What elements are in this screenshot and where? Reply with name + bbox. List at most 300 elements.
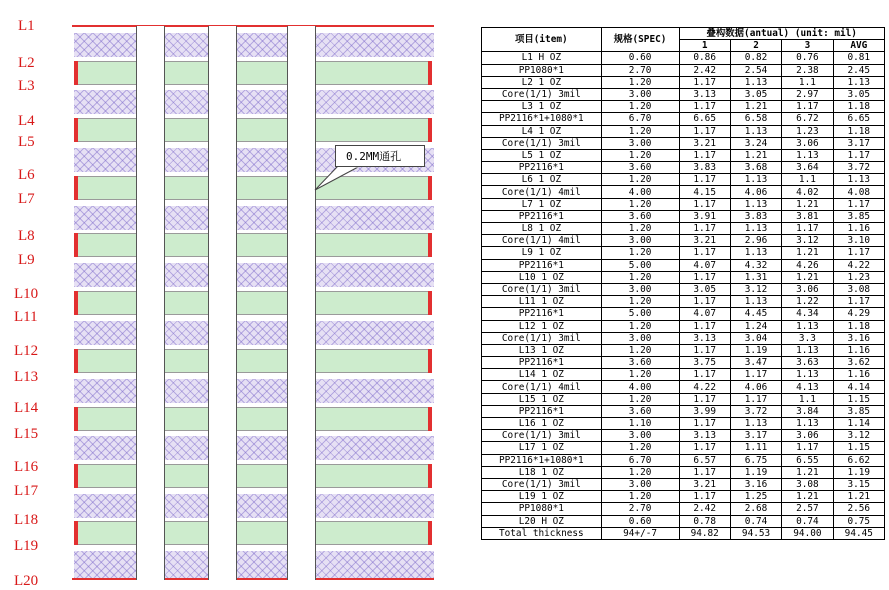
core-layer [78,118,428,142]
row-value: 1.13 [782,369,833,381]
row-value: 3.17 [730,430,781,442]
row-spec: 2.70 [601,503,679,515]
row-value: 1.18 [833,101,884,113]
row-value: 3.05 [730,88,781,100]
table-row [482,125,885,137]
row-item: L1 H OZ [482,52,602,64]
row-value: 1.21 [782,491,833,503]
via-1 [136,26,165,580]
row-value: 1.21 [730,101,781,113]
row-item: L9 1 OZ [482,247,602,259]
row-item: L14 1 OZ [482,369,602,381]
row-value: 1.16 [833,223,884,235]
row-value: 3.21 [679,137,730,149]
row-spec: 4.00 [601,381,679,393]
row-value: 1.21 [782,198,833,210]
row-value: 6.65 [833,113,884,125]
row-value: 3.24 [730,137,781,149]
table-row [482,527,885,539]
prepreg-layer [74,33,434,57]
row-spec: 3.00 [601,332,679,344]
row-value: 1.13 [782,149,833,161]
row-value: 3.08 [782,478,833,490]
table-row [482,357,885,369]
row-value: 4.22 [833,259,884,271]
row-item: L13 1 OZ [482,344,602,356]
row-value: 3.83 [730,210,781,222]
row-value: 4.15 [679,186,730,198]
table-row [482,137,885,149]
row-spec: 1.20 [601,149,679,161]
row-value: 0.74 [782,515,833,527]
row-value: 1.17 [679,466,730,478]
row-item: Core(1/1) 3mil [482,88,602,100]
row-value: 1.17 [833,296,884,308]
layer-label: L18 [14,512,39,528]
core-layer [78,233,428,257]
row-value: 3.12 [730,283,781,295]
row-value: 3.06 [782,283,833,295]
row-spec: 1.20 [601,198,679,210]
row-value: 1.19 [833,466,884,478]
row-item: PP2116*1 [482,210,602,222]
row-value: 1.17 [730,369,781,381]
table-row [482,223,885,235]
row-spec: 2.70 [601,64,679,76]
row-spec: 1.10 [601,418,679,430]
table-row [482,296,885,308]
row-value: 4.02 [782,186,833,198]
row-value: 1.13 [730,247,781,259]
row-value: 2.45 [833,64,884,76]
row-item: L19 1 OZ [482,491,602,503]
row-value: 6.55 [782,454,833,466]
row-value: 3.12 [782,235,833,247]
row-value: 1.17 [679,198,730,210]
row-value: 6.57 [679,454,730,466]
row-value: 3.3 [782,332,833,344]
col-2-header: 2 [730,40,781,52]
row-value: 4.34 [782,308,833,320]
row-item: Core(1/1) 3mil [482,137,602,149]
row-value: 6.58 [730,113,781,125]
table-row [482,235,885,247]
row-value: 1.17 [833,247,884,259]
row-item: L8 1 OZ [482,223,602,235]
row-value: 0.82 [730,52,781,64]
row-item: Core(1/1) 4mil [482,186,602,198]
row-spec: 3.60 [601,162,679,174]
row-item: L2 1 OZ [482,76,602,88]
row-value: 1.17 [679,320,730,332]
row-item: PP1080*1 [482,64,602,76]
row-value: 1.17 [679,101,730,113]
table-row [482,198,885,210]
row-item: L15 1 OZ [482,393,602,405]
table-row [482,52,885,64]
row-value: 4.22 [679,381,730,393]
row-spec: 6.70 [601,454,679,466]
col-1-header: 1 [679,40,730,52]
row-spec: 3.00 [601,283,679,295]
layer-label: L11 [14,309,38,325]
row-value: 6.75 [730,454,781,466]
row-value: 3.21 [679,235,730,247]
row-value: 2.42 [679,503,730,515]
prepreg-layer [74,321,434,345]
row-value: 3.91 [679,210,730,222]
layer-label: L16 [14,459,39,475]
row-item: PP1080*1 [482,503,602,515]
row-value: 2.97 [782,88,833,100]
row-value: 4.32 [730,259,781,271]
row-value: 4.29 [833,308,884,320]
row-value: 3.99 [679,405,730,417]
row-item: PP2116*1 [482,308,602,320]
table-row [482,259,885,271]
row-value: 1.14 [833,418,884,430]
table-row [482,162,885,174]
row-value: 4.26 [782,259,833,271]
row-value: 1.13 [782,344,833,356]
layer-label: L7 [18,191,35,207]
layer-label: L3 [18,78,35,94]
row-value: 3.13 [679,332,730,344]
row-value: 1.17 [730,393,781,405]
row-item: PP2116*1+1080*1 [482,113,602,125]
row-spec: 1.20 [601,247,679,259]
row-value: 1.17 [679,223,730,235]
table-row [482,210,885,222]
row-value: 2.54 [730,64,781,76]
row-spec: 1.20 [601,271,679,283]
table-row [482,149,885,161]
row-value: 1.13 [782,418,833,430]
row-value: 1.17 [782,223,833,235]
prepreg-layer [74,551,434,578]
row-value: 1.17 [679,174,730,186]
table-row [482,478,885,490]
row-item: Core(1/1) 4mil [482,235,602,247]
table-row [482,101,885,113]
layer-label: L5 [18,134,35,150]
row-spec: 3.00 [601,88,679,100]
row-value: 3.05 [679,283,730,295]
row-spec: 1.20 [601,223,679,235]
table-row [482,515,885,527]
row-value: 3.63 [782,357,833,369]
row-spec: 3.60 [601,210,679,222]
row-value: 3.05 [833,88,884,100]
row-value: 1.21 [833,491,884,503]
row-value: 1.13 [833,174,884,186]
row-value: 3.68 [730,162,781,174]
row-value: 1.17 [679,296,730,308]
row-value: 3.85 [833,405,884,417]
row-value: 94.53 [730,527,781,539]
row-item: L20 H OZ [482,515,602,527]
core-layer [78,61,428,85]
row-value: 1.13 [833,76,884,88]
row-spec: 6.70 [601,113,679,125]
row-value: 0.74 [730,515,781,527]
prepreg-layer [74,379,434,403]
row-value: 4.14 [833,381,884,393]
layer-label: L13 [14,369,39,385]
copper-foil-top [72,25,434,27]
row-value: 1.16 [833,369,884,381]
row-spec: 3.60 [601,405,679,417]
row-item: L16 1 OZ [482,418,602,430]
row-value: 3.16 [833,332,884,344]
row-spec: 1.20 [601,320,679,332]
row-item: L3 1 OZ [482,101,602,113]
table-row [482,491,885,503]
row-value: 1.13 [782,320,833,332]
row-value: 6.62 [833,454,884,466]
table-row [482,369,885,381]
row-spec: 3.00 [601,478,679,490]
table-row [482,186,885,198]
row-item: PP2116*1 [482,259,602,271]
prepreg-layer [74,436,434,460]
row-item: L17 1 OZ [482,442,602,454]
row-value: 3.04 [730,332,781,344]
row-spec: 0.60 [601,52,679,64]
row-value: 1.31 [730,271,781,283]
row-value: 1.13 [730,174,781,186]
row-value: 1.17 [833,198,884,210]
row-value: 2.56 [833,503,884,515]
layer-label: L20 [14,573,39,589]
row-value: 3.06 [782,430,833,442]
prepreg-layer [74,90,434,114]
row-value: 1.16 [833,344,884,356]
row-value: 1.17 [679,271,730,283]
row-spec: 1.20 [601,174,679,186]
row-value: 1.17 [833,149,884,161]
row-item: PP2116*1 [482,357,602,369]
row-value: 3.75 [679,357,730,369]
row-value: 1.21 [782,271,833,283]
row-value: 3.10 [833,235,884,247]
callout-pointer [310,165,370,195]
table-row [482,430,885,442]
layer-label: L17 [14,483,39,499]
row-value: 1.1 [782,174,833,186]
layer-label: L6 [18,167,35,183]
row-spec: 1.20 [601,491,679,503]
row-item: L5 1 OZ [482,149,602,161]
table-row [482,442,885,454]
row-spec: 1.20 [601,101,679,113]
row-item: L6 1 OZ [482,174,602,186]
row-spec: 1.20 [601,442,679,454]
row-value: 1.1 [782,76,833,88]
row-value: 0.86 [679,52,730,64]
row-value: 3.81 [782,210,833,222]
row-item: L11 1 OZ [482,296,602,308]
table-row [482,320,885,332]
row-value: 0.75 [833,515,884,527]
row-value: 4.06 [730,381,781,393]
row-value: 3.08 [833,283,884,295]
layer-label: L19 [14,538,39,554]
row-value: 3.72 [730,405,781,417]
table-row [482,174,885,186]
row-value: 1.17 [782,442,833,454]
row-spec: 3.00 [601,430,679,442]
row-item: Core(1/1) 3mil [482,283,602,295]
row-value: 1.17 [679,76,730,88]
row-item: PP2116*1+1080*1 [482,454,602,466]
row-spec: 1.20 [601,76,679,88]
row-value: 6.72 [782,113,833,125]
row-spec: 5.00 [601,259,679,271]
layer-label: L8 [18,228,35,244]
row-value: 94.45 [833,527,884,539]
row-value: 1.17 [679,491,730,503]
measured-header: 叠构数据(antual) (unit: mil) [679,28,885,40]
row-value: 3.47 [730,357,781,369]
core-layer [78,176,428,200]
table-row [482,454,885,466]
row-value: 1.13 [730,418,781,430]
row-spec: 1.20 [601,296,679,308]
row-value: 4.07 [679,308,730,320]
row-value: 3.13 [679,88,730,100]
layer-label: L15 [14,426,39,442]
via-3 [287,26,316,580]
row-item: PP2116*1 [482,405,602,417]
table-row [482,283,885,295]
row-item: Core(1/1) 3mil [482,430,602,442]
row-value: 1.22 [782,296,833,308]
via-callout: 0.2MM通孔 [335,145,425,167]
row-value: 1.17 [679,369,730,381]
item-header: 项目(item) [482,28,602,52]
row-spec: 1.20 [601,466,679,478]
row-value: 6.65 [679,113,730,125]
row-spec: 3.00 [601,235,679,247]
layer-label: L2 [18,55,35,71]
row-value: 3.64 [782,162,833,174]
prepreg-layer [74,206,434,230]
row-item: L4 1 OZ [482,125,602,137]
row-value: 1.21 [782,466,833,478]
table-row [482,503,885,515]
stackup-table [481,27,885,540]
row-value: 3.13 [679,430,730,442]
table-row [482,344,885,356]
row-value: 2.38 [782,64,833,76]
row-value: 94.82 [679,527,730,539]
row-value: 1.17 [782,101,833,113]
row-item: L7 1 OZ [482,198,602,210]
row-value: 2.96 [730,235,781,247]
table-row [482,64,885,76]
row-value: 1.11 [730,442,781,454]
row-value: 1.24 [730,320,781,332]
row-item: L18 1 OZ [482,466,602,478]
table-row [482,381,885,393]
row-item: Total thickness [482,527,602,539]
layer-label: L14 [14,400,39,416]
row-item: L10 1 OZ [482,271,602,283]
row-value: 3.62 [833,357,884,369]
row-value: 3.72 [833,162,884,174]
table-row [482,393,885,405]
layer-label: L12 [14,343,39,359]
row-value: 4.13 [782,381,833,393]
row-spec: 1.20 [601,125,679,137]
row-value: 0.76 [782,52,833,64]
row-value: 4.08 [833,186,884,198]
table-row [482,271,885,283]
row-value: 3.17 [833,137,884,149]
spec-header: 规格(SPEC) [601,28,679,52]
prepreg-layer [74,263,434,287]
row-spec: 0.60 [601,515,679,527]
copper-foil-bottom [72,578,434,580]
row-value: 1.13 [730,296,781,308]
row-value: 1.21 [782,247,833,259]
row-value: 2.68 [730,503,781,515]
core-layer [78,521,428,545]
row-value: 1.13 [730,76,781,88]
row-value: 1.17 [679,393,730,405]
row-spec: 1.20 [601,393,679,405]
row-value: 1.13 [730,223,781,235]
prepreg-layer [74,494,434,518]
row-value: 1.18 [833,320,884,332]
table-row [482,308,885,320]
row-item: Core(1/1) 3mil [482,332,602,344]
core-layer [78,291,428,315]
row-value: 1.21 [730,149,781,161]
row-value: 3.15 [833,478,884,490]
row-value: 1.17 [679,247,730,259]
row-value: 3.12 [833,430,884,442]
row-value: 1.1 [782,393,833,405]
row-value: 3.16 [730,478,781,490]
layer-label: L4 [18,113,35,129]
row-spec: 3.00 [601,137,679,149]
row-spec: 94+/-7 [601,527,679,539]
row-item: Core(1/1) 3mil [482,478,602,490]
row-value: 1.23 [782,125,833,137]
core-layer [78,349,428,373]
row-item: L12 1 OZ [482,320,602,332]
row-spec: 5.00 [601,308,679,320]
row-spec: 4.00 [601,186,679,198]
row-value: 1.25 [730,491,781,503]
row-value: 1.13 [730,125,781,137]
row-spec: 3.60 [601,357,679,369]
layer-label: L1 [18,18,35,34]
row-item: Core(1/1) 4mil [482,381,602,393]
row-value: 4.45 [730,308,781,320]
row-value: 0.81 [833,52,884,64]
row-spec: 1.20 [601,369,679,381]
row-value: 4.07 [679,259,730,271]
row-value: 1.19 [730,466,781,478]
row-value: 1.17 [679,125,730,137]
core-layer [78,464,428,488]
row-value: 1.19 [730,344,781,356]
row-value: 1.17 [679,344,730,356]
row-value: 1.18 [833,125,884,137]
